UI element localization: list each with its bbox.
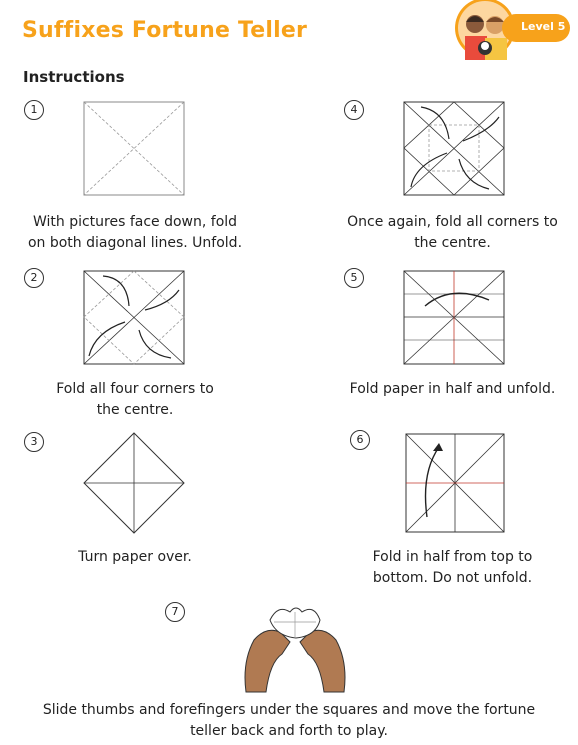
step-4-caption-line-1: Once again, fold all corners to [347,214,558,230]
step-4-diagram [403,101,505,196]
step-2-diagram [83,270,185,365]
step-number-2: 2 [24,268,44,288]
step-1-caption-line-1: With pictures face down, fold [32,214,238,230]
page-title: Suffixes Fortune Teller [22,18,308,43]
step-number-6: 6 [350,430,370,450]
step-1-caption-line-2: on both diagonal lines. Unfold. [27,235,243,251]
step-6-caption-line-2: bottom. Do not unfold. [372,570,533,586]
step-2-caption-line-2: the centre. [96,402,174,418]
step-number-7: 7 [165,602,185,622]
step-4-caption [335,212,570,254]
step-number-4: 4 [344,100,364,120]
level-badge [455,0,578,62]
step-5-caption-line-1: Fold paper in half and unfold. [349,381,556,397]
step-3-diagram [83,432,185,534]
step-4-caption-line-2: the centre. [414,235,491,251]
level-label: Level 5 [521,20,566,33]
step-3-caption [10,547,260,568]
step-5-caption [335,379,570,400]
step-number-5: 5 [344,268,364,288]
step-7-caption [20,700,558,742]
instructions-heading: Instructions [23,68,125,86]
step-number-3: 3 [24,432,44,452]
step-1-diagram [83,101,185,196]
step-6-diagram [405,433,505,533]
step-2-caption [10,379,260,421]
step-6-caption [335,547,570,589]
step-1-caption [10,212,260,254]
step-number-1: 1 [24,100,44,120]
step-2-caption-line-1: Fold all four corners to [56,381,214,397]
step-5-diagram [403,270,505,365]
step-3-caption-line-1: Turn paper over. [78,549,192,565]
step-7-caption-line-2: teller back and forth to play. [190,723,388,739]
step-7-caption-line-1: Slide thumbs and forefingers under the squares and move the fortune [42,702,536,718]
step-6-caption-line-1: Fold in half from top to [372,549,533,565]
step-7-hands-illustration [240,602,350,694]
